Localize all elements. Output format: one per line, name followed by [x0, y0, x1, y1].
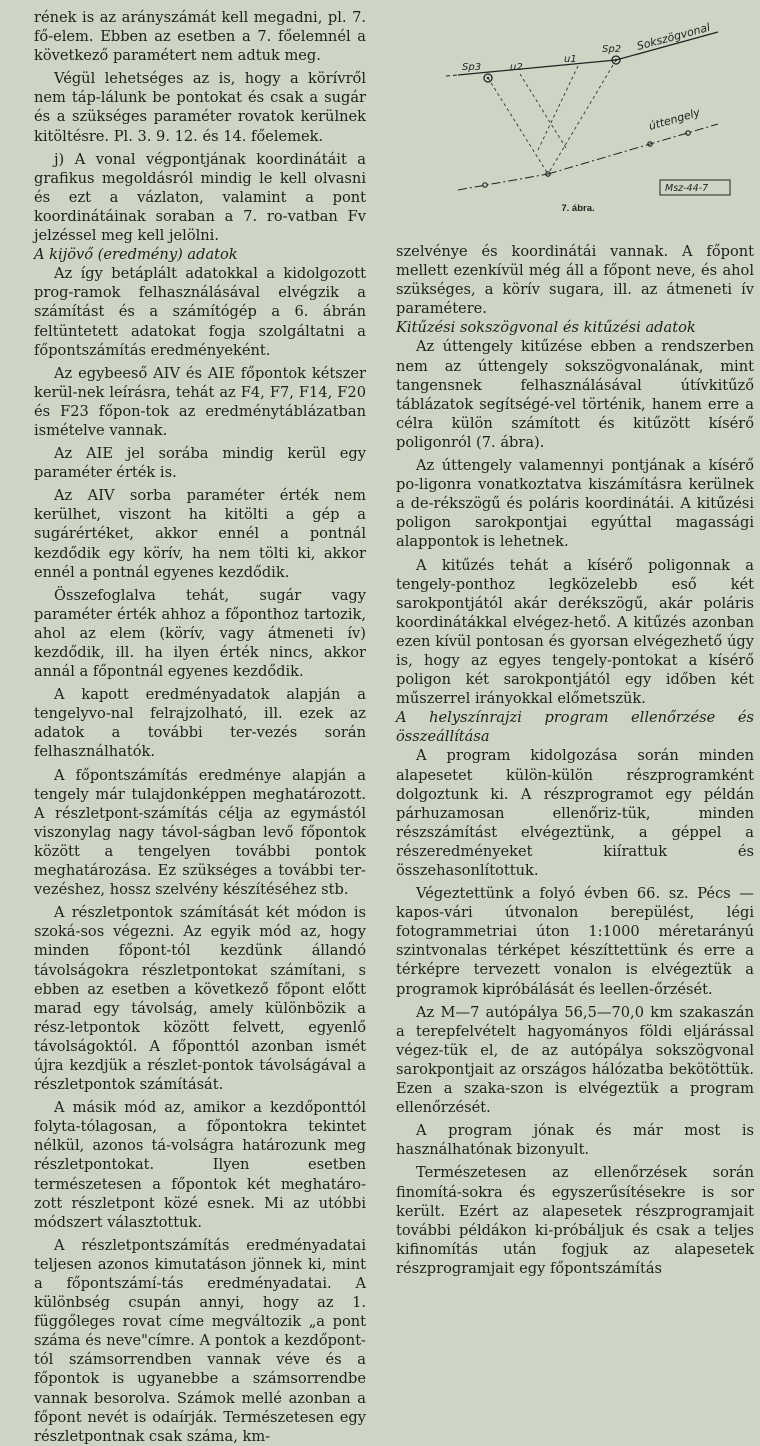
right-paragraph-8: A program jónak és már most is használhatónak bizonyult. — [396, 1122, 754, 1159]
left-paragraph-10: A főpontszámítás eredménye alapján a tengely már tulajdonképpen meghatározott. A részletpont-számítás célja az egymástól viszonylag nagy távol-ságban levő főpontok között a tengelyen további pontok meghatározása. Ez szükséges a további ter-vezéshez, hossz szelvény készítéséhez stb. — [34, 766, 366, 899]
left-column — [34, 8, 366, 1446]
label-uttengely: úttengely — [647, 105, 702, 133]
uttengely-line-2 — [548, 124, 718, 174]
sokszogvonal-line — [458, 60, 616, 75]
right-paragraph-5: A program kidolgozása során minden alapesetet külön-külön részprogramként dolgoztunk ki. A részprogramot egy példán párhuzamosan ellenőriz-tük, minden részszámítást elvégeztünk, a géppel a részeredményeket kiírattuk és összehasonlítottuk. — [396, 747, 754, 879]
figure-7-diagram — [388, 0, 760, 228]
label-msz: Msz-44-7 — [665, 183, 709, 194]
label-sp3: Sp3 — [462, 62, 482, 73]
left-paragraph-7: Az AIV sorba paraméter érték nem kerülhet, viszont ha kitölti a gép a sugárértéket, akkor ennél a pontnál kezdődik egy körív, ha nem tölti ki, akkor ennél a pontnál egyenes kezdődik. — [34, 487, 366, 581]
label-u2: u2 — [510, 62, 523, 73]
figure-caption: 7. ábra. — [561, 203, 595, 214]
left-paragraph-5: Az egybeeső AIV és AIE főpontok kétszer kerül-nek leírásra, tehát az F4, F7, F14, F20 és F23 főpon-tok az eredménytáblázatban ismételve vannak. — [34, 364, 366, 439]
left-paragraph-1: rének is az arányszámát kell megadni, pl. 7. fő-elem. Ebben az esetben a 7. főelemnél a következő paramétert nem adtuk meg. — [34, 9, 366, 65]
right-paragraph-6: Végeztettünk a folyó évben 66. sz. Pécs — kapos-vári útvonalon berepülést, légi fotogrammetriai úton 1:1000 méretarányú szintvonalas térképet készíttettünk és erre a térképre tervezett vonalon is elvégeztük a programok kipróbálását és leellen-őrzését. — [396, 885, 754, 998]
sp3-point-center — [487, 77, 489, 79]
sokszogvonal-extension — [446, 75, 458, 76]
right-paragraph-7: Az M—7 autópálya 56,5—70,0 km szakaszán a terepfelvételt hagyományos földi eljárással végez-tük el, de az autópálya sokszögvonal sarokpontjait az országos hálózatba bekötöttük. Ezen a szaka-szon is elvégeztük a program ellenőrzését. — [396, 1003, 754, 1117]
section-heading-results: A kijövő (eredmény) adatok — [34, 246, 238, 264]
right-paragraph-1: szelvénye és koordinátái vannak. A főpont mellett ezenkívül még áll a főpont neve, és ahol szükséges, a körív sugara, ill. az átmeneti ív paramétere. — [396, 243, 754, 318]
left-paragraph-8: Összefoglalva tehát, sugár vagy paraméter érték ahhoz a főponthoz tartozik, ahol az elem (körív, vagy átmeneti ív) kezdődik, ill. ha ilyen érték nincs, akkor annál a főpontnál egyenes kezdődik. — [34, 586, 366, 681]
section-heading-kituzesi: Kitűzési sokszögvonal és kitűzési adatok — [396, 319, 696, 337]
label-u1: u1 — [564, 54, 577, 65]
right-paragraph-2: Az úttengely kitűzése ebben a rendszerben nem az úttengely sokszögvonalának, mint tangensnek felhasználásával útívkitűző táblázatok segítségé-vel történik, hanem erre a célra külön számított és kitűzött kísérő poligonról (7. ábra). — [396, 338, 754, 451]
right-column — [396, 242, 754, 1278]
left-paragraph-4: Az így betáplált adatokkal a kidolgozott prog-ramok felhasználásával elvégzik a számítást és a számítógép a 6. ábrán feltüntetett adatokat fogja szolgáltatni a főpontszámítás eredményeként. — [34, 265, 366, 359]
left-paragraph-13: A részletpontszámítás eredményadatai teljesen azonos kimutatáson jönnek ki, mint a főpontszámí-tás eredményadatai. A különbség csupán annyi, hogy az 1. függőleges rovat címe megváltozik „a pont száma és neve"címre. A pontok a kezdőpont-tól számsorrendben vannak véve és a főpontok is ugyanebbe a számsorrendbe vannak besorolva. Számok mellé azonban a főpont nevét is odaírják. Természetesen egy részletpontnak csak száma, km- — [34, 1236, 366, 1445]
left-paragraph-2: Végül lehetséges az is, hogy a körívről nem táp-lálunk be pontokat és csak a sugár és a szükséges paraméter rovatok kerülnek kitöltésre. Pl. 3. 9. 12. és 14. főelemek. — [34, 70, 366, 145]
uttengely-line — [458, 174, 548, 190]
label-sp2: Sp2 — [602, 44, 622, 55]
section-heading-program: A helyszínrajzi program ellenőrzése és összeállítása — [396, 709, 754, 746]
construction-rays — [488, 60, 616, 174]
left-paragraph-3: j) A vonal végpontjának koordinátáit a grafikus megoldásról mindig le kell olvasni és ezt a vázlaton, valamint a pont koordinátáinak soraban a 7. ro-vatban Fv jelzéssel meg kell jelölni. — [34, 150, 366, 245]
sp2-point-center — [615, 59, 617, 61]
left-paragraph-9: A kapott eredményadatok alapján a tengelyvo-nal felrajzolható, ill. ezek az adatok a további ter-vezés során felhasználhatók. — [34, 686, 366, 761]
right-paragraph-9: Természetesen az ellenőrzések során finomítá-sokra és egyszerűsítésekre is sor került. Ezért az alapesetek részprogramjait további példákon ki-próbáljuk és csak a teljes kifinomítás után fogjuk az alapesetek részprogramjait egy főpontszámítás — [396, 1164, 754, 1277]
left-paragraph-11: A részletpontok számítását két módon is szoká-sos végezni. Az egyik mód az, hogy minden főpont-tól kezdünk állandó távolságokra részletpontokat számítani, s ebben az esetben a következő főpont előtt marad egy távolság, amely különbözik a rész-letpontok között felvett, egyenlő távolságoktól. A főponttól azonban ismét újra kezdjük a részlet-pontok távolságával a részletpontok számítását. — [34, 904, 366, 1094]
left-paragraph-6: Az AIE jel sorába mindig kerül egy paraméter érték is. — [34, 445, 366, 482]
label-sokszogvonal: Sokszögvonal — [635, 20, 712, 53]
left-paragraph-12: A másik mód az, amikor a kezdőponttól folyta-tólagosan, a főpontokra tekintet nélkül, azonos tá-volságra határozunk meg részletpontokat. Ilyen esetben természetesen a főpontok két meghatáro-zott részletpont közé esnek. Mi az utóbbi módszert választottuk. — [34, 1099, 366, 1231]
right-paragraph-3: Az úttengely valamennyi pontjának a kísérő po-ligonra vonatkoztatva kiszámításra kerülnek a de-rékszögű és poláris koordinátái. A kitűzési poligon sarokpontjai egyúttal magassági alappontok is lehetnek. — [396, 457, 754, 551]
right-paragraph-4: A kitűzés tehát a kísérő poligonnak a tengely-ponthoz legközelebb eső két sarokpontjától akár derékszögű, akár poláris koordinátákkal elvégez-hető. A kitűzés azonban ezen kívül pontosan és gyorsan elvégezhető úgy is, hogy az egyes tengely-pontokat a kísérő poligon két sarokpontjától egy időben két műszerrel irányokkal előmetszük. — [396, 556, 754, 708]
